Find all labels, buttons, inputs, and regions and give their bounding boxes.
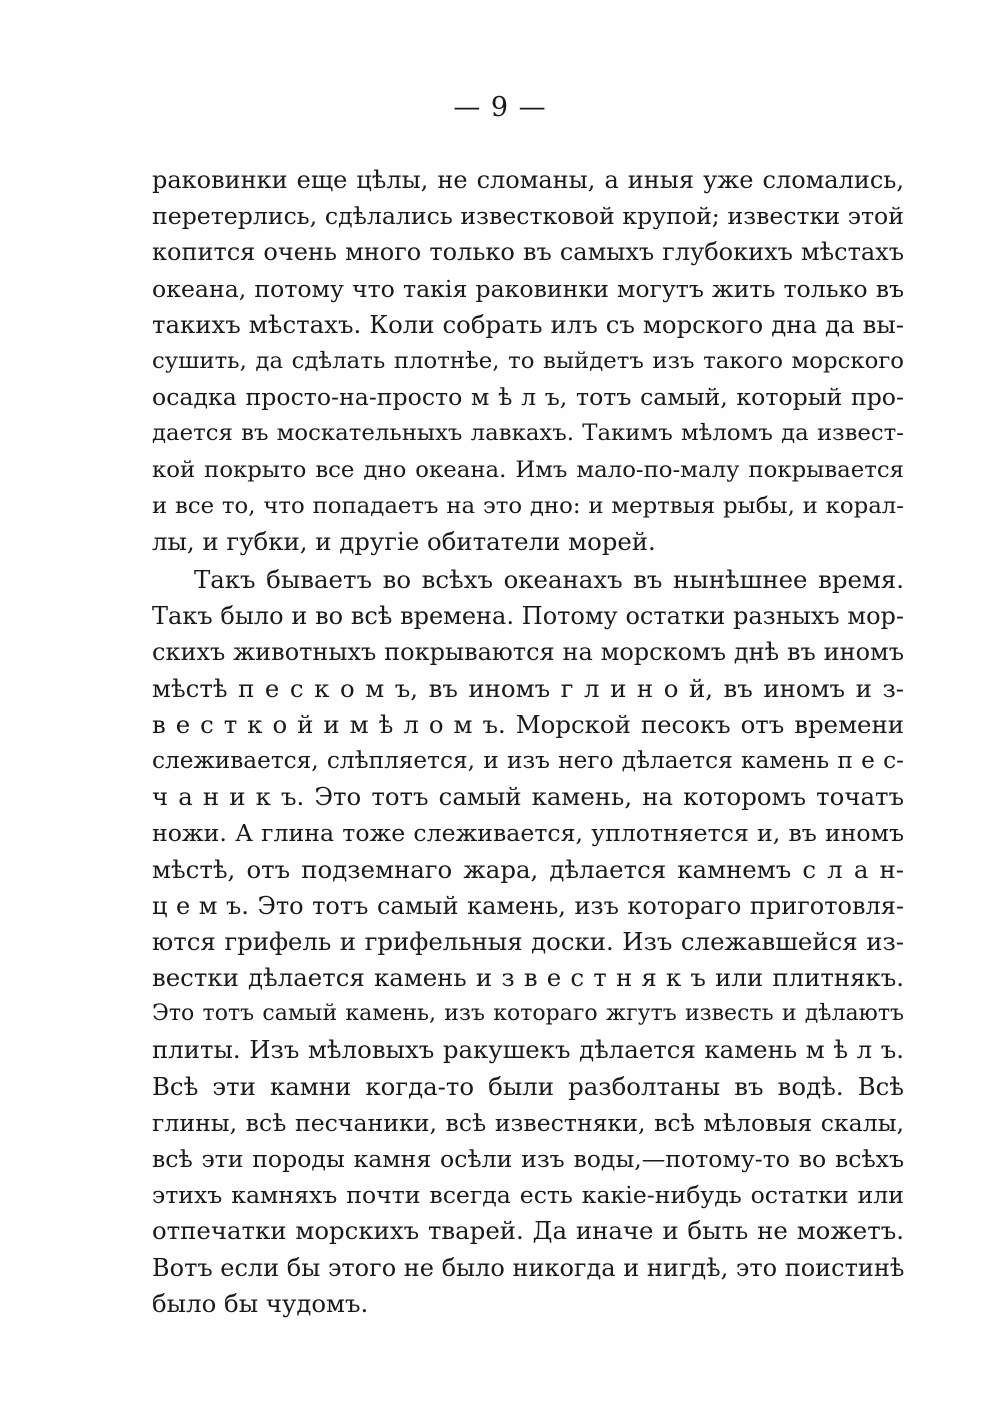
- text-line: глины, всѣ песчаники, всѣ известняки, всѣ мѣловыя скалы,: [152, 1108, 904, 1137]
- text-line: лы, и губки, и другіе обитатели морей.: [152, 526, 656, 556]
- text-line: отпечатки морскихъ тварей. Да иначе и быть не можетъ.: [152, 1216, 904, 1246]
- text-line: Такъ было и во всѣ времена. Потому остатки разныхъ мор-: [152, 602, 904, 631]
- paragraph-2: [152, 562, 904, 1322]
- text-line: ч а н и к ъ. Это тотъ самый камень, на которомъ точатъ: [152, 782, 904, 812]
- text-line: копится очень много только въ самыхъ глубокихъ мѣстахъ: [152, 238, 904, 267]
- text-line: в е с т к о й и м ѣ л о м ъ. Морской песокъ отъ времени: [152, 709, 904, 739]
- text-line: этихъ камняхъ почти всегда есть какіе-нибудь остатки или: [152, 1181, 904, 1210]
- text-line: Всѣ эти камни когда-то были разболтаны въ водѣ. Всѣ: [152, 1071, 904, 1101]
- text-line: плиты. Изъ мѣловыхъ ракушекъ дѣлается камень м ѣ л ъ.: [152, 1035, 904, 1065]
- text-line: всѣ эти породы камня осѣли изъ воды,—потому-то во всѣхъ: [152, 1145, 904, 1173]
- text-line: ц е м ъ. Это тотъ самый камень, изъ котораго приготовля-: [152, 891, 904, 920]
- text-line: океана, потому что такія раковинки могутъ жить только въ: [152, 274, 904, 303]
- text-line: раковинки еще цѣлы, не сломаны, а иныя уже сломались,: [152, 166, 904, 194]
- text-line: дается въ москательныхъ лавкахъ. Такимъ мѣломъ да извест-: [152, 420, 904, 447]
- text-line: сушить, да сдѣлать плотнѣе, то выйдетъ изъ такого морского: [152, 347, 904, 374]
- text-line: Такъ бываетъ во всѣхъ океанахъ въ нынѣшнее время.: [194, 565, 904, 594]
- paragraph-1: [152, 162, 904, 560]
- text-line: мѣстѣ п е с к о м ъ, въ иномъ г л и н о й, въ иномъ и з-: [152, 673, 904, 703]
- text-line: Это тотъ самый камень, изъ котораго жгутъ известь и дѣлаютъ: [152, 1001, 904, 1027]
- text-line: осадка просто-на-просто м ѣ л ъ, тотъ самый, который про-: [152, 383, 904, 412]
- text-line: такихъ мѣстахъ. Коли собрать илъ съ морского дна да вы-: [152, 309, 904, 339]
- text-line: ножи. А глина тоже слеживается, уплотняется и, въ иномъ: [152, 819, 904, 848]
- text-line: было бы чудомъ.: [152, 1288, 369, 1318]
- text-line: мѣстѣ, отъ подземнаго жара, дѣлается камнемъ с л а н-: [152, 854, 904, 884]
- text-line: кой покрыто все дно океана. Имъ мало-по-малу покрывается: [152, 456, 904, 483]
- text-line: перетерлись, сдѣлались известковой крупой; известки этой: [152, 202, 904, 231]
- text-line: слеживается, слѣпляется, и изъ него дѣлается камень п е с-: [152, 746, 904, 774]
- text-line: Вотъ если бы этого не было никогда и нигдѣ, это поистинѣ: [152, 1253, 905, 1282]
- text-line: скихъ животныхъ покрываются на морскомъ днѣ въ иномъ: [152, 638, 904, 667]
- text-line: ются грифель и грифельныя доски. Изъ слежавшейся из-: [152, 926, 904, 956]
- text-line: вестки дѣлается камень и з в е с т н я к ъ или плитнякъ.: [152, 963, 904, 993]
- page-number: — 9 —: [453, 92, 547, 123]
- text-line: и все то, что попадаетъ на это дно: и мертвыя рыбы, и корал-: [152, 492, 904, 519]
